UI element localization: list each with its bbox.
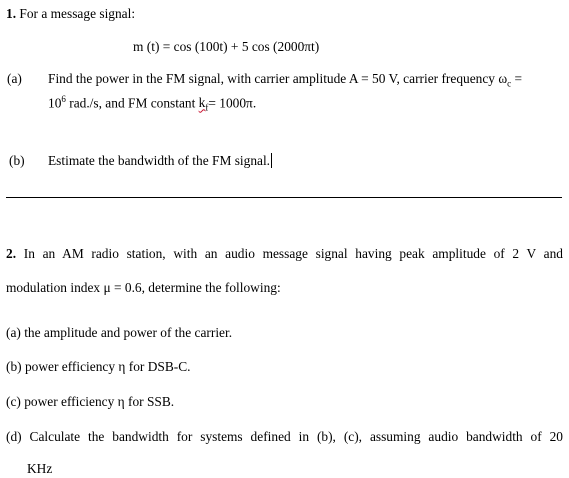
divider-line — [6, 197, 562, 198]
fm-constant-symbol: $k_f$ — [198, 95, 209, 114]
part-a-line-2 — [48, 94, 256, 114]
q2-item-d: (d) Calculate the bandwidth for systems defined in (b), (c), assuming audio bandwidth of 20 — [6, 429, 563, 444]
part-a-text: Find the power in the FM signal, with carrier amplitude A = 50 V, carrier frequency ω — [48, 71, 508, 86]
part-a-end: = 1000π. — [208, 95, 257, 111]
question-1-header — [6, 6, 135, 22]
question-1-intro: For a message signal: — [19, 6, 136, 21]
part-a-line-1 — [48, 71, 522, 89]
q2-item-d-continued: KHz — [27, 461, 53, 476]
part-a-mid: rad./s, and FM constant — [65, 95, 199, 111]
part-b-text: Estimate the bandwidth of the FM signal. — [48, 153, 271, 168]
part-a-label: (a) — [7, 71, 22, 86]
q2-item-c: (c) power efficiency η for SSB. — [6, 394, 175, 409]
part-b-line[interactable] — [48, 153, 272, 169]
part-b-label: (b) — [9, 153, 25, 168]
text-cursor — [271, 153, 272, 168]
question-2-number: 2. — [6, 246, 17, 261]
part-a-text-end: = — [511, 71, 523, 86]
message-equation: m (t) = cos (100t) + 5 cos (2000πt) — [133, 39, 320, 54]
question-2-line-2: modulation index μ = 0.6, determine the following: — [6, 280, 281, 295]
frequency-exponent: 6 — [61, 94, 66, 104]
question-2-text: In an AM radio station, with an audio message signal having peak amplitude of 2 V and — [23, 246, 563, 261]
frequency-base: 10 — [48, 95, 62, 111]
omega-subscript: c — [507, 78, 512, 89]
q2-item-a: (a) the amplitude and power of the carrier. — [6, 325, 233, 340]
q2-item-b: (b) power efficiency η for DSB-C. — [6, 359, 191, 374]
question-2-line-1 — [6, 246, 563, 262]
question-1-number: 1. — [6, 6, 17, 21]
